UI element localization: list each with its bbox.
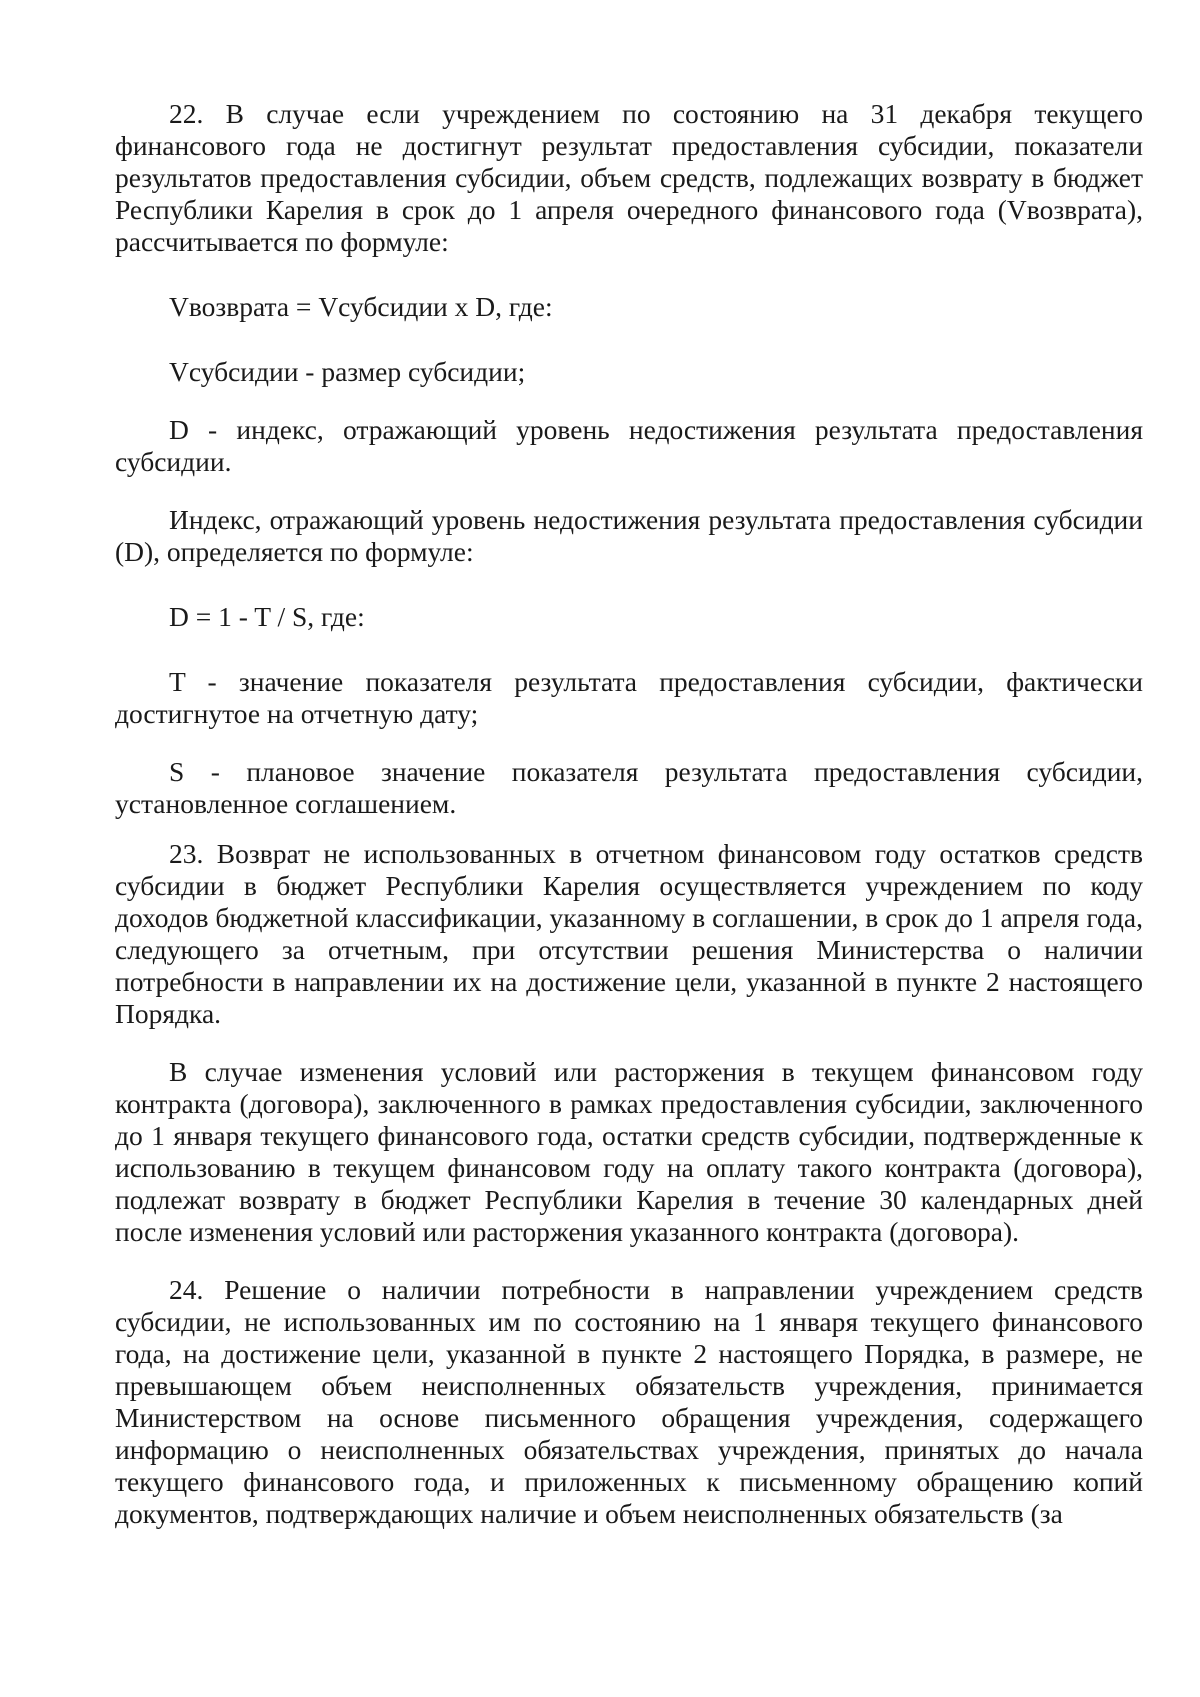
paragraph-index-d: Индекс, отражающий уровень недостижения результата предоставления субсидии (D), определяется по формуле: <box>115 504 1143 567</box>
formula-vozvrata: Vвозврата = Vсубсидии x D, где: <box>169 291 553 322</box>
formula-d: D = 1 - T / S, где: <box>169 601 365 632</box>
paragraph-22: 22. В случае если учреждением по состоянию на 31 декабря текущего финансового года не достигнут результат предоставления субсидии, показатели результатов предоставления субсидии, объем средств, подлежащих возврату в бюджет Республики Карелия в срок до 1 апреля очередного финансового года (Vвозврата), рассчитывается по формуле: <box>115 98 1143 257</box>
paragraph-contract-change: В случае изменения условий или расторжения в текущем финансовом году контракта (договора), заключенного в рамках предоставления субсидии, заключенного до 1 января текущего финансового года, остатки средств субсидии, подтвержденные к использованию в текущем финансовом году на оплату такого контракта (договора), подлежат возврату в бюджет Республики Карелия в течение 30 календарных дней после изменения условий или расторжения указанного контракта (договора). <box>115 1056 1143 1247</box>
definition-d: D - индекс, отражающий уровень недостижения результата предоставления субсидии. <box>115 414 1143 477</box>
definition-t: T - значение показателя результата предоставления субсидии, фактически достигнутое на отчетную дату; <box>115 666 1143 729</box>
paragraph-23: 23. Возврат не использованных в отчетном финансовом году остатков средств субсидии в бюджет Республики Карелия осуществляется учреждением по коду доходов бюджетной классификации, указанному в соглашении, в срок до 1 апреля года, следующего за отчетным, при отсутствии решения Министерства о наличии потребности в направлении их на достижение цели, указанной в пункте 2 настоящего Порядка. <box>115 838 1143 1029</box>
paragraph-24: 24. Решение о наличии потребности в направлении учреждением средств субсидии, не использованных им по состоянию на 1 января текущего финансового года, на достижение цели, указанной в пункте 2 настоящего Порядка, в размере, не превышающем объем неисполненных обязательств учреждения, принимается Министерством на основе письменного обращения учреждения, содержащего информацию о неисполненных обязательствах учреждения, принятых до начала текущего финансового года, и приложенных к письменному обращению копий документов, подтверждающих наличие и объем неисполненных обязательств (за <box>115 1274 1143 1529</box>
definition-s: S - плановое значение показателя результата предоставления субсидии, установленное соглашением. <box>115 756 1143 819</box>
definition-vsubsidii: Vсубсидии - размер субсидии; <box>169 356 526 387</box>
